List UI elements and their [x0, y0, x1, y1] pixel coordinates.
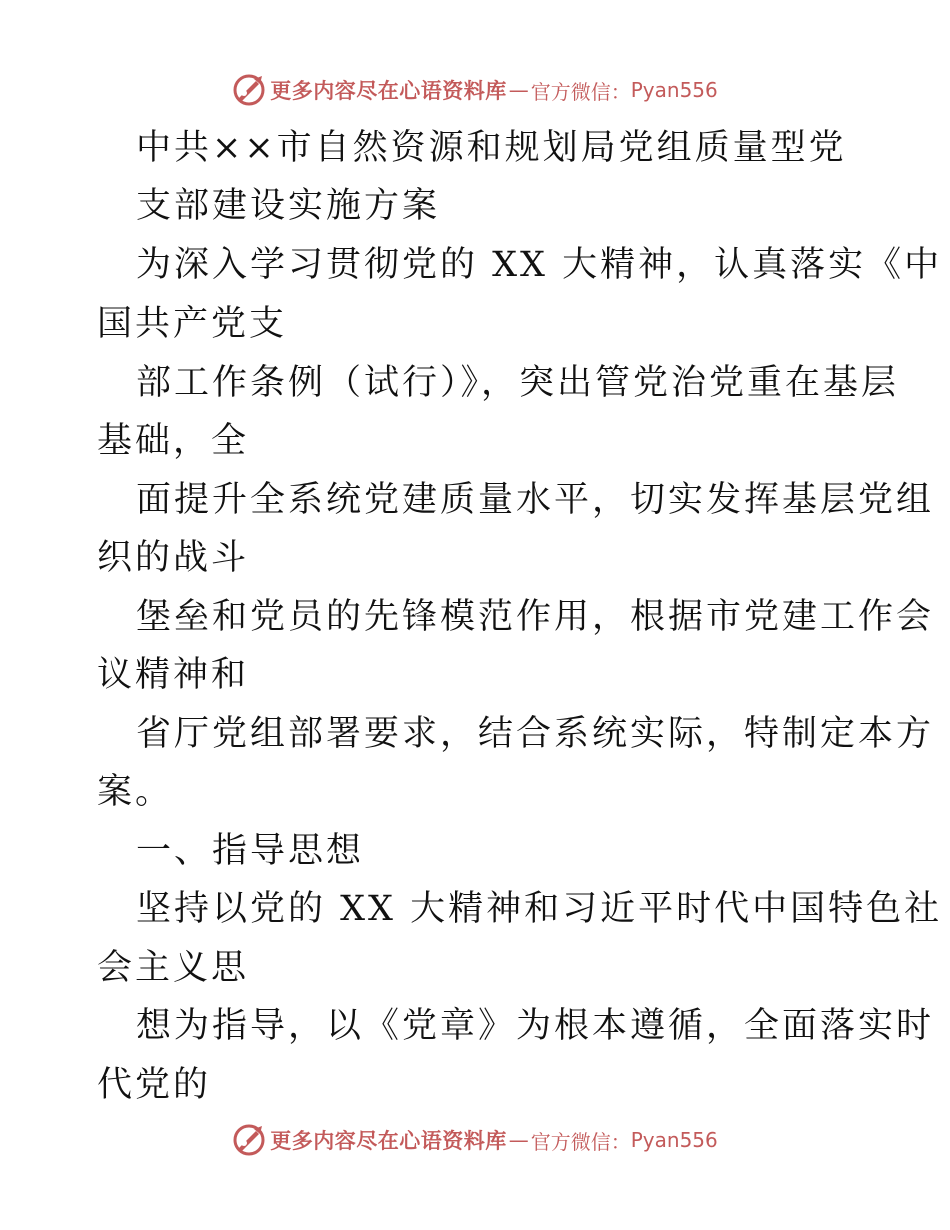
paragraph-line: 代党的: [97, 1065, 212, 1105]
paragraph-line: 会主义思: [97, 948, 250, 988]
paragraph-line: 面提升全系统党建质量水平，切实发挥基层党组: [136, 480, 935, 520]
paragraph-line: 省厅党组部署要求，结合系统实际，特制定本方: [136, 714, 935, 754]
paragraph-line: 堡垒和党员的先锋模范作用，根据市党建工作会: [136, 597, 935, 637]
banner-text: 更多内容尽在心语资料库: [270, 1128, 507, 1153]
footer-banner: [0, 1120, 950, 1160]
banner-wechat-id: Pyan556: [630, 78, 718, 102]
paragraph-line: 部工作条例（试行）》，突出管党治党重在基层: [136, 363, 900, 403]
paragraph-line: 坚持以党的 XX 大精神和习近平时代中国特色社: [136, 889, 943, 929]
banner-text: 更多内容尽在心语资料库: [270, 78, 507, 103]
title-line-2: 支部建设实施方案: [136, 186, 441, 226]
banner-wechat-id: Pyan556: [630, 1128, 718, 1152]
section-heading: 一、指导思想: [136, 831, 365, 871]
banner-wechat-label: 官方微信：: [530, 1129, 631, 1154]
paragraph-line: 基础，全: [97, 421, 250, 461]
header-banner: [0, 70, 950, 110]
paragraph-line: 织的战斗: [97, 538, 250, 578]
paragraph-line: 议精神和: [97, 655, 250, 695]
paragraph-line: 国共产党支: [97, 304, 288, 344]
quill-logo-icon: [232, 73, 266, 107]
banner-dash: —: [508, 78, 529, 102]
paragraph-line: 案。: [97, 772, 174, 812]
paragraph-line: 为深入学习贯彻党的 XX 大精神，认真落实《中: [136, 245, 943, 285]
title-line-1: 中共××市自然资源和规划局党组质量型党: [136, 128, 847, 168]
banner-dash: —: [508, 1128, 529, 1152]
banner-wechat-label: 官方微信：: [530, 79, 631, 104]
paragraph-line: 想为指导，以《党章》为根本遵循，全面落实时: [136, 1006, 935, 1046]
quill-logo-icon: [232, 1123, 266, 1157]
